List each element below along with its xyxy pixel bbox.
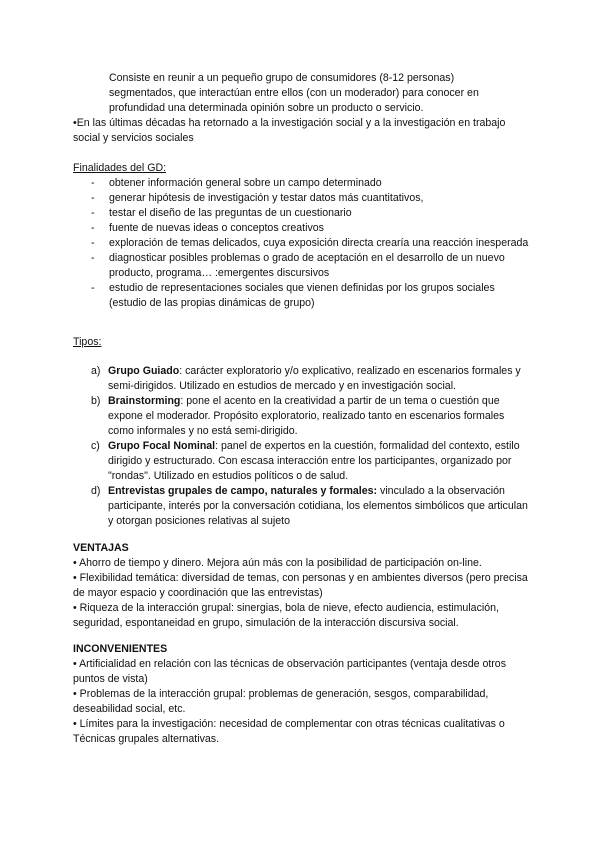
list-item: c) Grupo Focal Nominal: panel de expertos en la cuestión, formalidad del contexto, estilo dirigido y estructurado. Con escasa interacción entre los participantes, organizado por "rondas". Utilizado en estudios políticos o de salud. bbox=[91, 440, 520, 482]
ventajas-heading: VENTAJAS bbox=[73, 542, 129, 554]
tipos-list bbox=[73, 364, 533, 529]
list-item: a) Grupo Guiado: carácter exploratorio y/o explicativo, realizado en escenarios formales y semi-dirigidos. Utilizado en estudios de mercado y en investigación social. bbox=[91, 365, 521, 392]
list-item: • Artificialidad en relación con las técnicas de observación participantes (ventaja desde otros puntos de vista) bbox=[73, 658, 506, 685]
finalidades-heading: Finalidades del GD: bbox=[73, 162, 167, 174]
list-item: d) Entrevistas grupales de campo, naturales y formales: vinculado a la observación participante, interés por la conversación cotidiana, los elementos simbólicos que articulan y otorgan posiciones relativas al sujeto bbox=[91, 485, 528, 527]
list-item: • Problemas de la interacción grupal: problemas de generación, sesgos, comparabilidad, deseabilidad social, etc. bbox=[73, 688, 489, 715]
finalidades-list bbox=[73, 176, 533, 311]
list-item: - testar el diseño de las preguntas de un cuestionario bbox=[91, 207, 352, 219]
ventajas-list bbox=[73, 556, 533, 631]
intro-definition: Consiste en reunir a un pequeño grupo de consumidores (8-12 personas) segmentados, que interactúan entre ellos (con un moderador) para conocer en profundidad una determinada opinión sobre un producto o servicio. bbox=[109, 72, 479, 114]
inconvenientes-heading: INCONVENIENTES bbox=[73, 643, 168, 655]
inconvenientes-list bbox=[73, 657, 533, 747]
list-item: • Riqueza de la interacción grupal: sinergias, bola de nieve, efecto audiencia, estimulación, seguridad, espontaneidad en grupo, simulación de la interacción discursiva social. bbox=[73, 602, 499, 629]
list-item: - generar hipótesis de investigación y testar datos más cuantitativos, bbox=[91, 192, 424, 204]
list-item: • Flexibilidad temática: diversidad de temas, con personas y en ambientes diversos (pero precisa de mayor espacio y coordinación que las entrevistas) bbox=[73, 572, 528, 599]
list-item: • Ahorro de tiempo y dinero. Mejora aún más con la posibilidad de participación on-line. bbox=[73, 557, 482, 569]
list-item: - obtener información general sobre un campo determinado bbox=[91, 177, 382, 189]
list-item: - exploración de temas delicados, cuya exposición directa crearía una reacción inesperada bbox=[91, 237, 529, 249]
list-item: - estudio de representaciones sociales que vienen definidas por los grupos sociales (estudio de las propias dinámicas de grupo) bbox=[91, 282, 495, 309]
list-item: - fuente de nuevas ideas o conceptos creativos bbox=[91, 222, 324, 234]
intro-note: •En las últimas décadas ha retornado a la investigación social y a la investigación en trabajo social y servicios sociales bbox=[73, 117, 506, 144]
list-item: b) Brainstorming: pone el acento en la creatividad a partir de un tema o cuestión que expone el moderador. Propósito exploratorio, realizado tanto en escenarios formales como informales y no está semi-dirigido. bbox=[91, 395, 505, 437]
list-item: • Límites para la investigación: necesidad de complementar con otras técnicas cualitativas o Técnicas grupales alternativas. bbox=[73, 718, 505, 745]
list-item: - diagnosticar posibles problemas o grado de aceptación en el desarrollo de un nuevo producto, programa… :emergentes discursivos bbox=[91, 252, 505, 279]
tipos-heading: Tipos: bbox=[73, 336, 102, 348]
